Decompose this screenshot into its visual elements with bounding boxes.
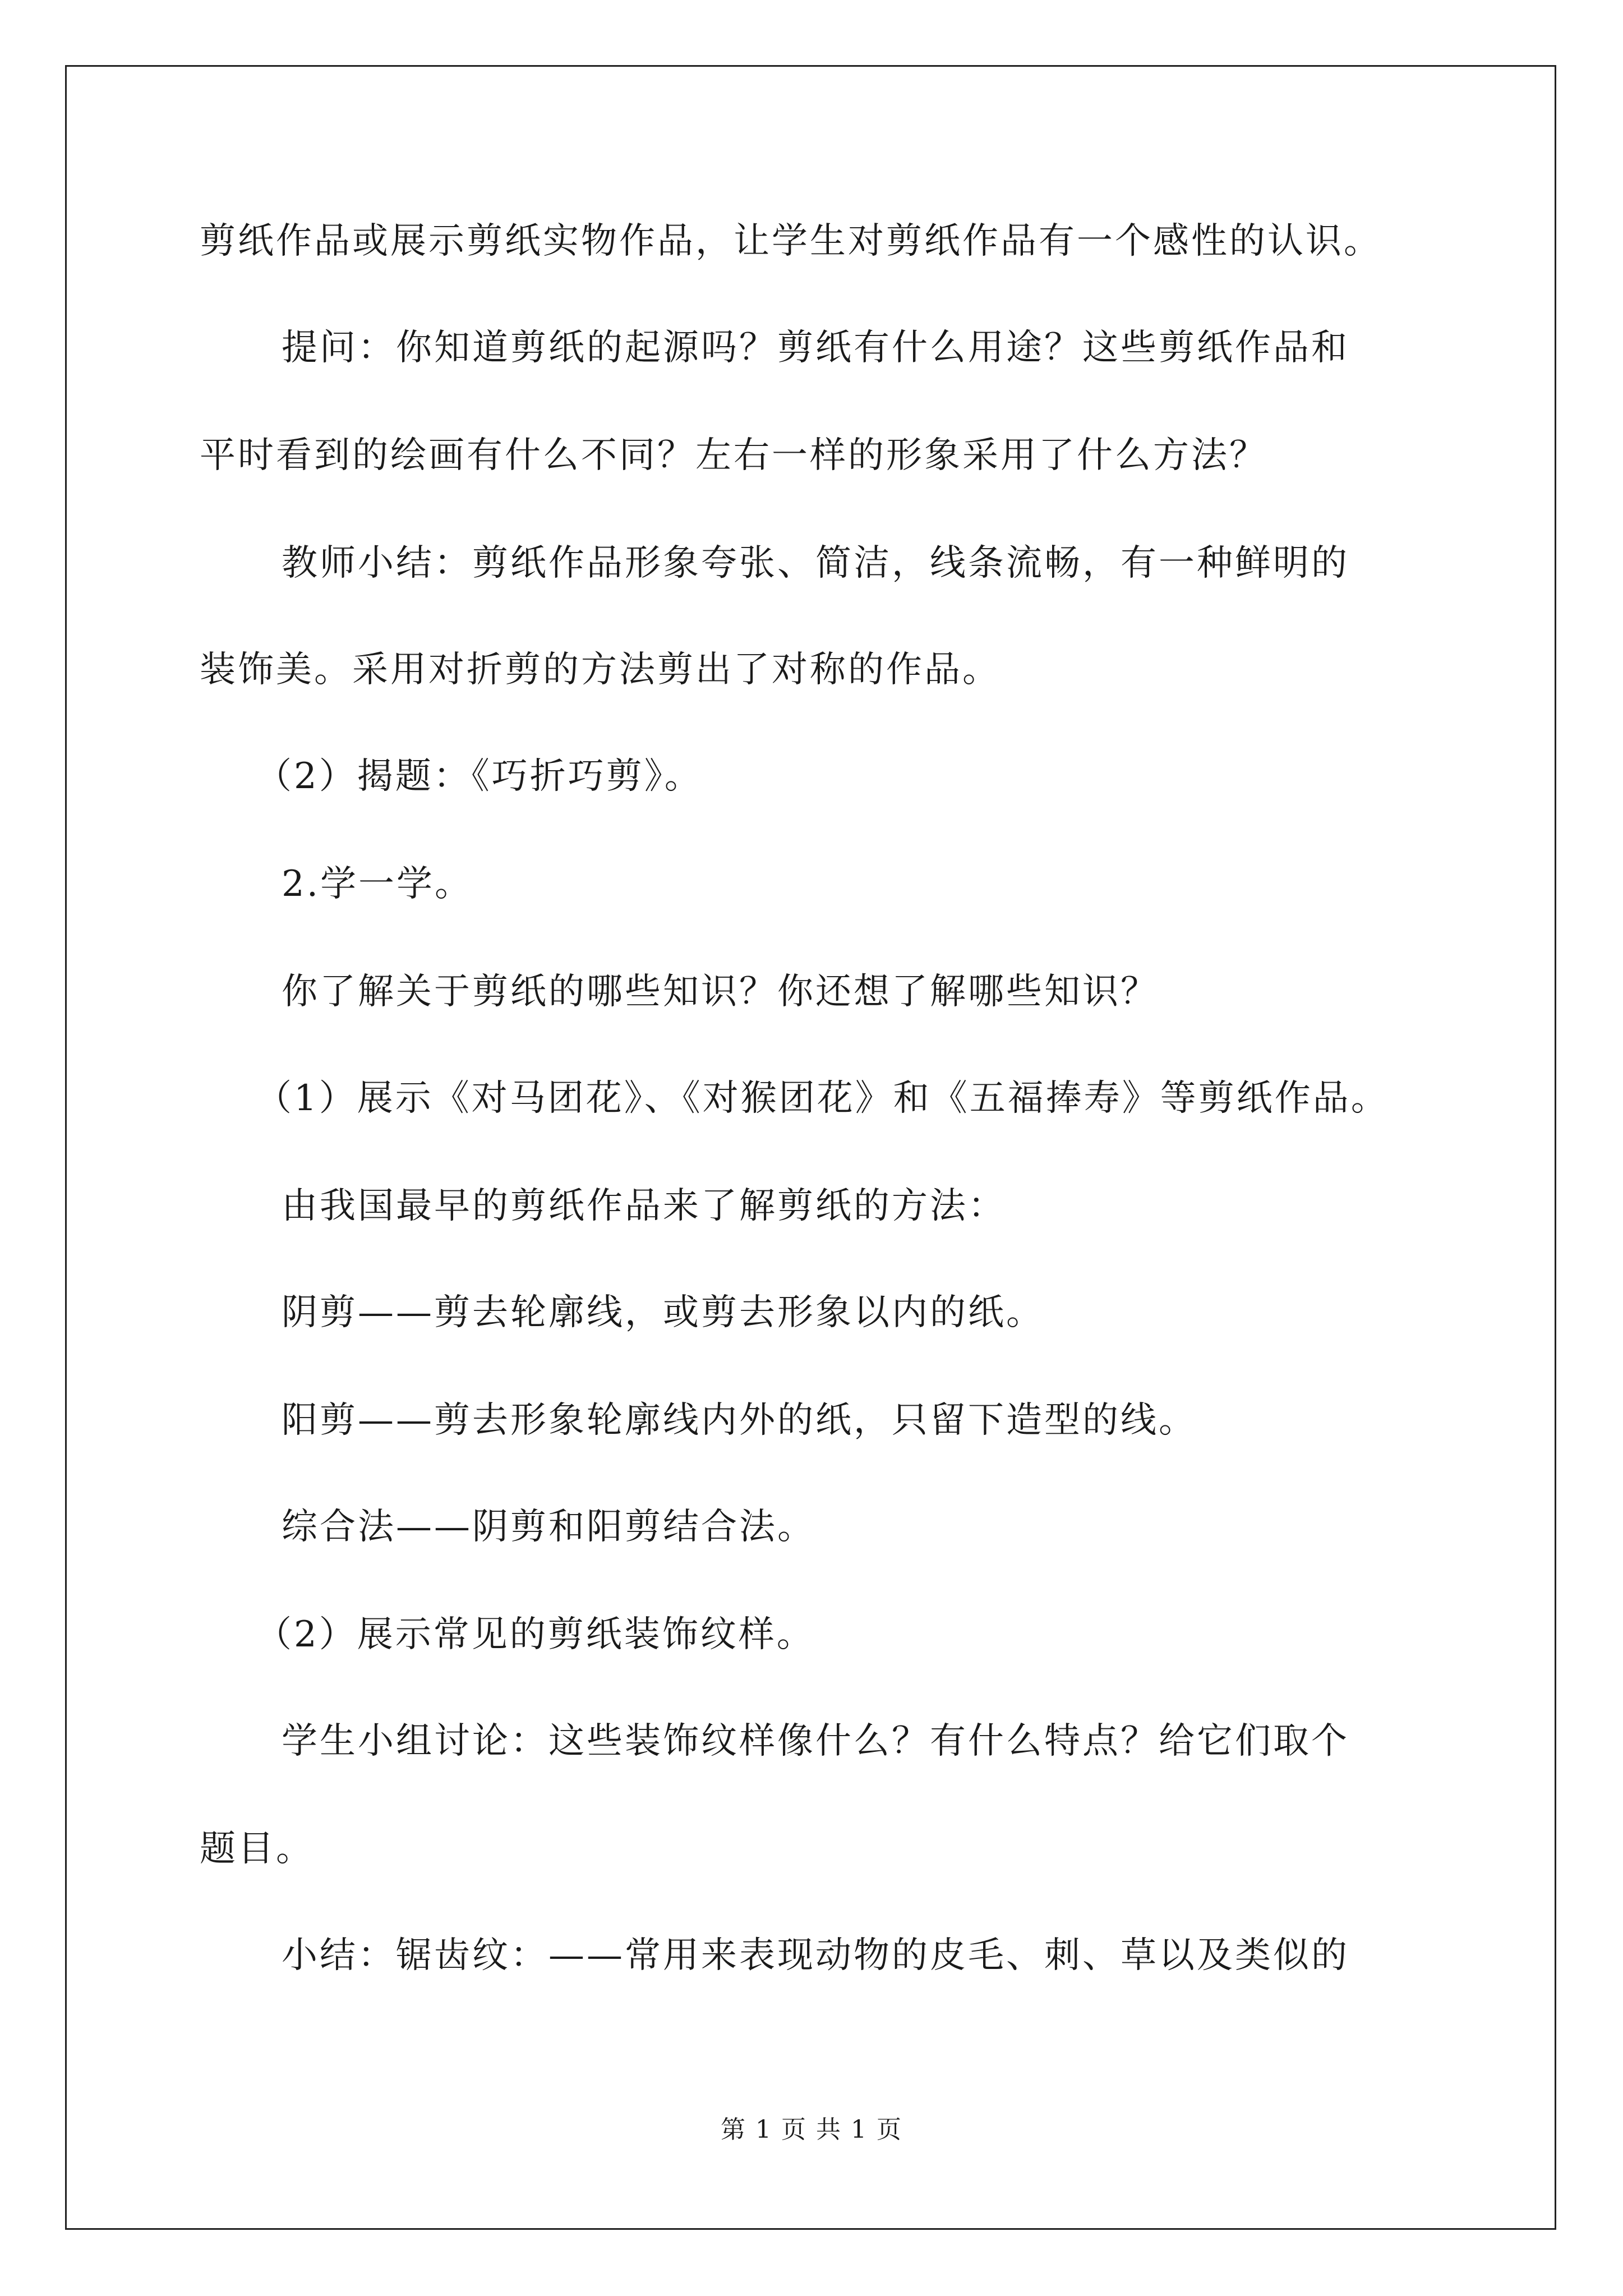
text-line: 阴剪——剪去轮廓线，或剪去形象以内的纸。	[282, 1292, 1044, 1333]
text-line: 阳剪——剪去形象轮廓线内外的纸，只留下造型的线。	[282, 1400, 1197, 1441]
text-line: 剪纸作品或展示剪纸实物作品，让学生对剪纸作品有一个感性的认识。	[200, 220, 1382, 262]
text-line: 由我国最早的剪纸作品来了解剪纸的方法：	[282, 1185, 1006, 1227]
page-number-footer: 第 1 页 共 1 页	[721, 2115, 902, 2144]
text-line: 你了解关于剪纸的哪些知识？你还想了解哪些知识？	[282, 971, 1159, 1013]
text-line: 2.学一学。	[282, 863, 473, 905]
text-line: 综合法——阴剪和阳剪结合法。	[282, 1506, 815, 1548]
text-line: 小结：锯齿纹：——常用来表现动物的皮毛、刺、草以及类似的	[282, 1935, 1349, 1976]
text-line: （2）展示常见的剪纸装饰纹样。	[256, 1614, 815, 1655]
text-line: （2）揭题：《巧折巧剪》。	[256, 756, 703, 797]
text-line: 平时看到的绘画有什么不同？左右一样的形象采用了什么方法？	[200, 435, 1267, 476]
text-line: （1）展示《对马团花》、《对猴团花》和《五福捧寿》等剪纸作品。	[256, 1078, 1389, 1119]
text-line: 教师小结：剪纸作品形象夸张、简洁，线条流畅，有一种鲜明的	[282, 542, 1349, 584]
text-line: 题目。	[200, 1828, 314, 1870]
page-border	[65, 65, 1556, 2230]
text-line: 提问：你知道剪纸的起源吗？剪纸有什么用途？这些剪纸作品和	[282, 327, 1349, 369]
text-line: 装饰美。采用对折剪的方法剪出了对称的作品。	[200, 649, 1000, 691]
text-line: 学生小组讨论：这些装饰纹样像什么？有什么特点？给它们取个	[282, 1720, 1349, 1762]
